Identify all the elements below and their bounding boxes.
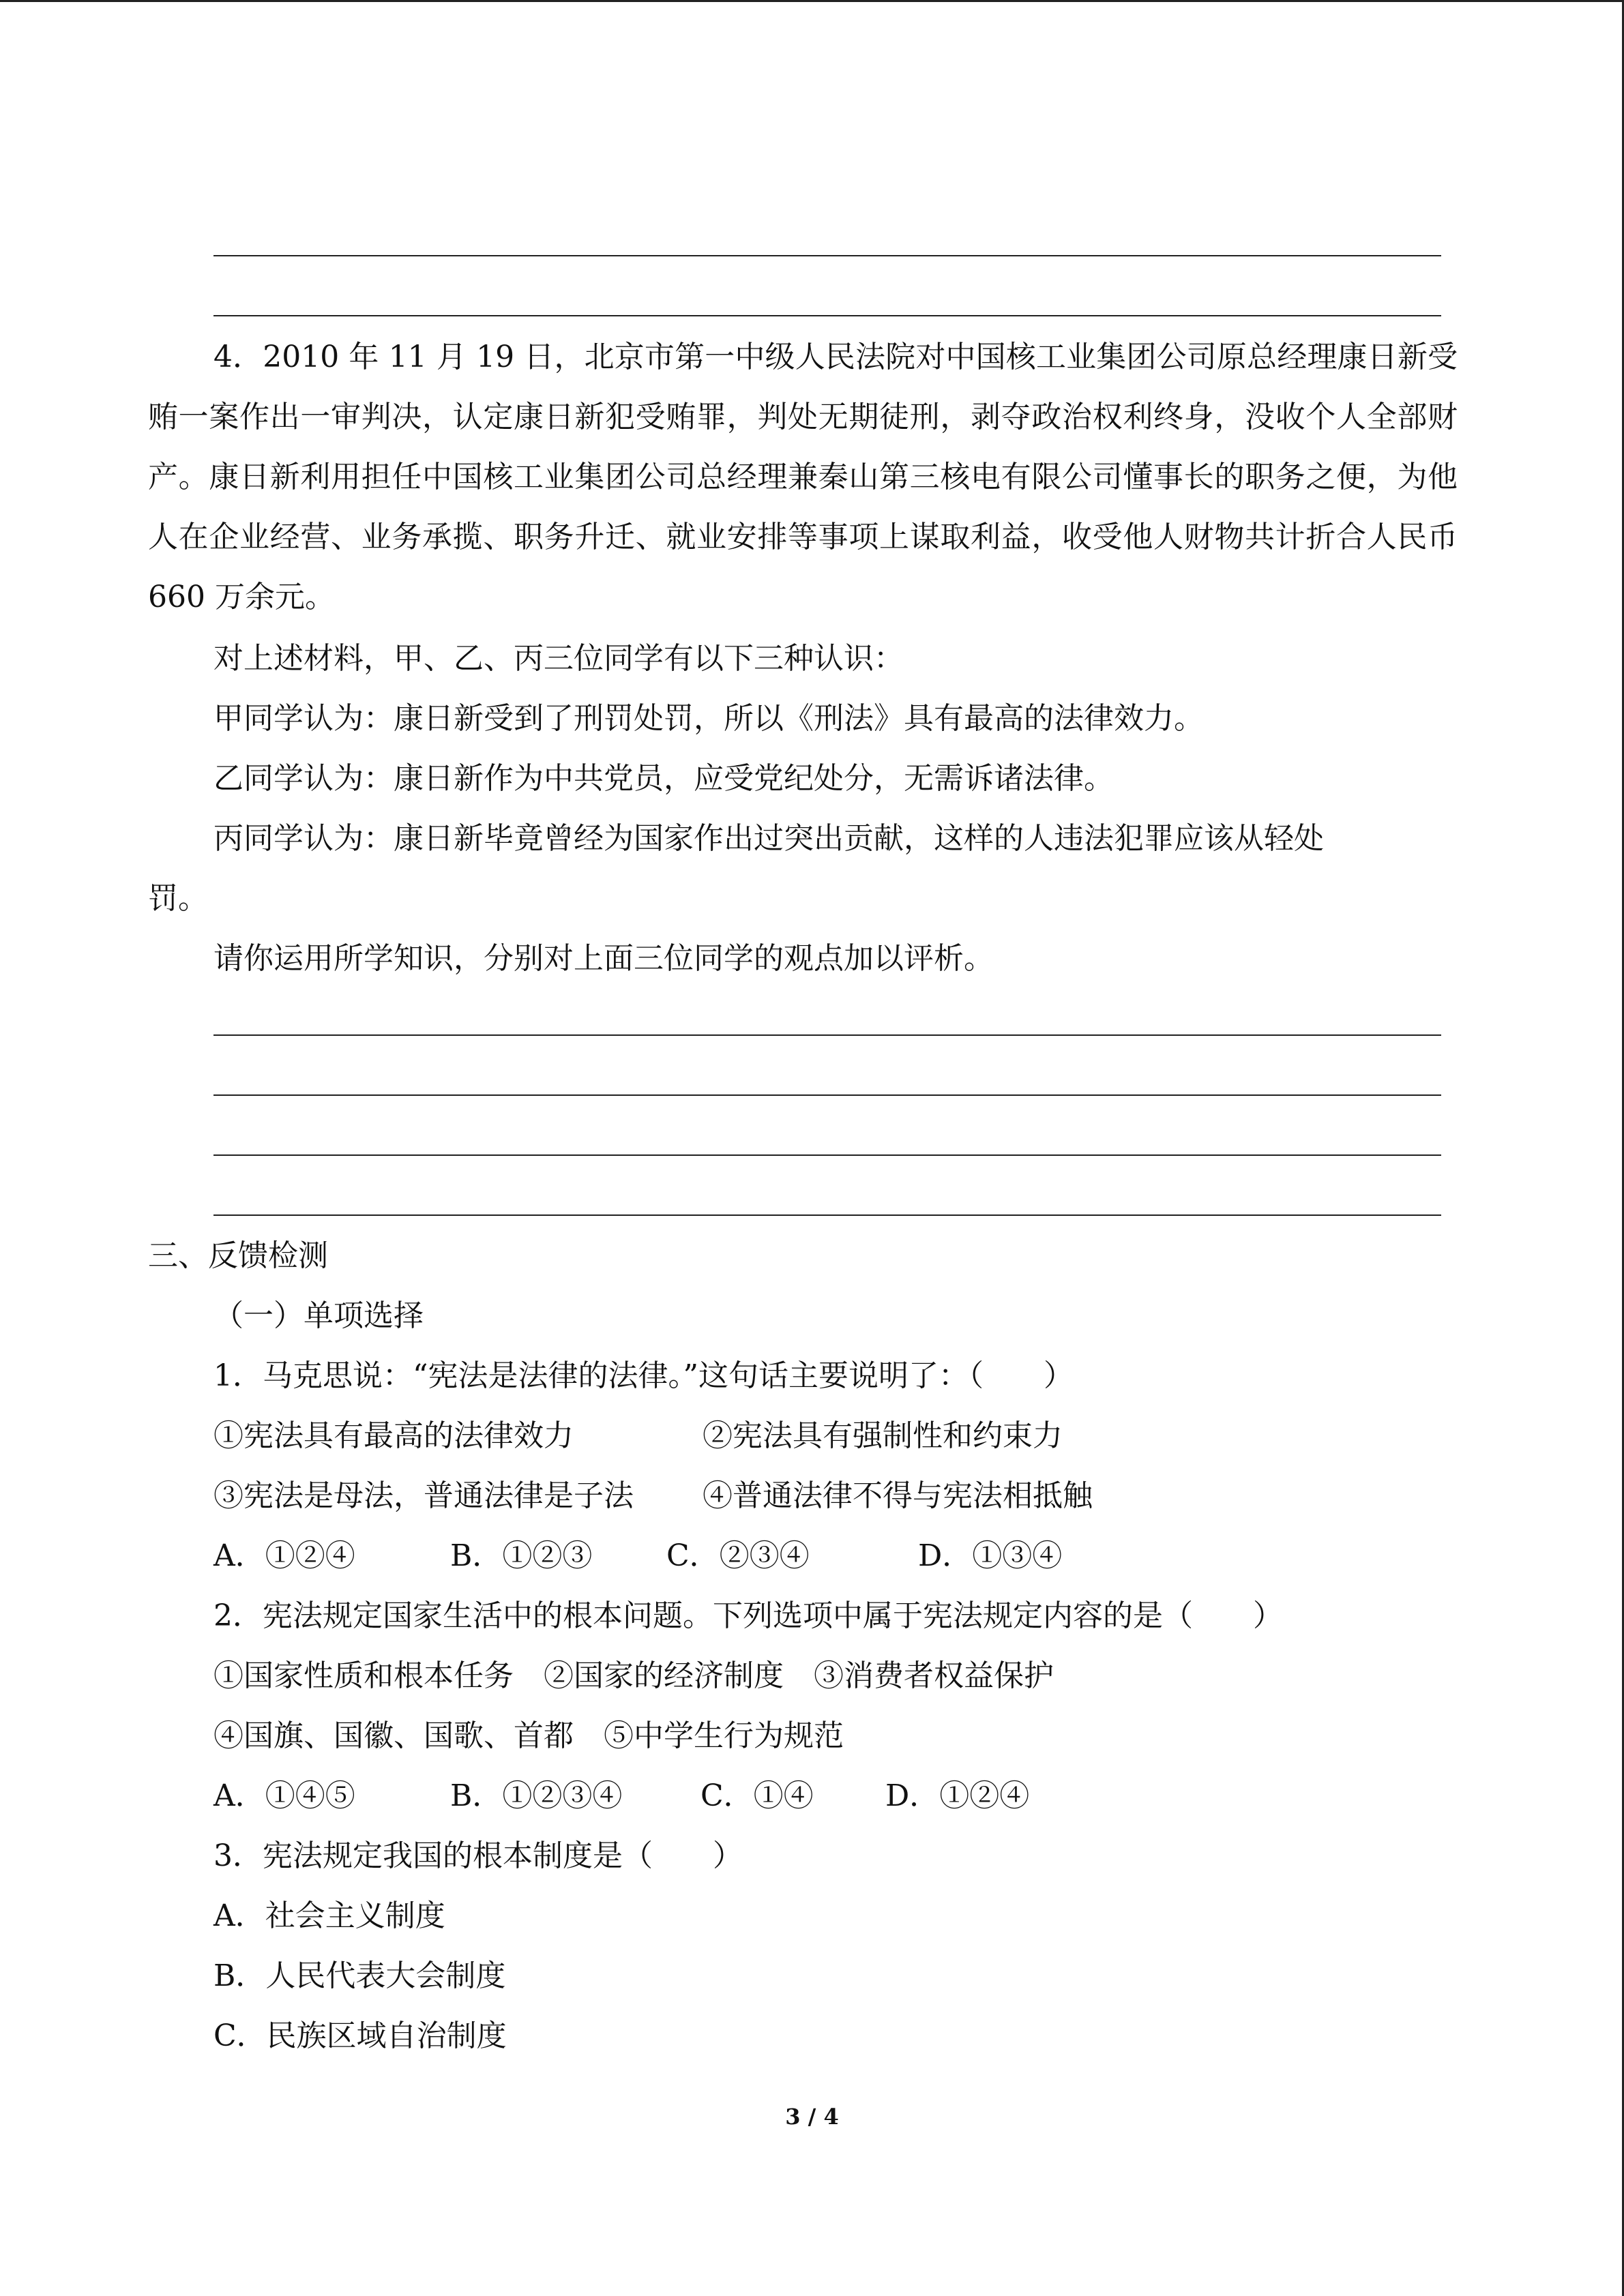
- mc-q1-option-a[interactable]: A．①②④: [213, 1538, 355, 1573]
- mc-q3-option-a[interactable]: A．社会主义制度: [213, 1898, 445, 1933]
- answer-line[interactable]: [213, 1094, 1441, 1096]
- mc-q1-option-d[interactable]: D．①③④: [918, 1538, 1063, 1573]
- mc-q2-option-c[interactable]: C．①④: [700, 1778, 814, 1813]
- mc-q1-statement-3: ③宪法是母法，普通法律是子法: [213, 1478, 634, 1513]
- mc-q1-option-c[interactable]: C．②③④: [666, 1538, 810, 1573]
- mc-q1-option-b[interactable]: B．①②③: [450, 1538, 593, 1573]
- page-number: 3 / 4: [785, 2104, 839, 2130]
- mc-q3-option-c[interactable]: C．民族区域自治制度: [213, 2018, 507, 2053]
- page-top-border: [0, 0, 1624, 2]
- q4-view-a: 甲同学认为：康日新受到了刑罚处罚，所以《刑法》具有最高的法律效力。: [213, 701, 1204, 736]
- q4-view-c-cont: 罚。: [148, 881, 208, 916]
- mc-q2-statements-row-1: ①国家性质和根本任务 ②国家的经济制度 ③消费者权益保护: [213, 1658, 1054, 1693]
- mc-q3-option-b[interactable]: B．人民代表大会制度: [213, 1958, 506, 1993]
- q4-view-c: 丙同学认为：康日新毕竟曾经为国家作出过突出贡献，这样的人违法犯罪应该从轻处: [213, 821, 1324, 856]
- mc-q2-stem: 2．宪法规定国家生活中的根本问题。下列选项中属于宪法规定内容的是（ ）: [213, 1598, 1283, 1633]
- mc-q2-option-d[interactable]: D．①②④: [885, 1778, 1030, 1813]
- mc-q2-option-b[interactable]: B．①②③④: [450, 1778, 623, 1813]
- question-4-paragraph: 4．2010 年 11 月 19 日，北京市第一中级人民法院对中国核工业集团公司原总经理康日新受贿一案作出一审判决，认定康日新犯受贿罪，判处无期徒刑，剥夺政治权利终身，没收个人全部财产。康日新利用担任中国核工业集团公司总经理兼秦山第三核电有限公司懂事长的职务之便，为他人在企业经营、业务承揽、职务升迁、就业安排等事项上谋取利益，收受他人财物共计折合人民币 660 万余元。: [148, 340, 1458, 614]
- mc-q3-stem: 3．宪法规定我国的根本制度是（ ）: [213, 1838, 743, 1873]
- mc-q1-statement-2: ②宪法具有强制性和约束力: [703, 1418, 1063, 1453]
- section-subtitle: （一）单项选择: [213, 1298, 424, 1333]
- q4-view-b: 乙同学认为：康日新作为中共党员，应受党纪处分，无需诉诸法律。: [213, 761, 1114, 796]
- answer-line[interactable]: [213, 315, 1441, 316]
- answer-line[interactable]: [213, 255, 1441, 256]
- mc-q1-stem: 1．马克思说：“宪法是法律的法律。”这句话主要说明了：（ ）: [213, 1358, 1074, 1393]
- mc-q1-statement-4: ④普通法律不得与宪法相抵触: [703, 1478, 1093, 1513]
- answer-line[interactable]: [213, 1214, 1441, 1216]
- answer-line[interactable]: [213, 1034, 1441, 1036]
- q4-intro: 对上述材料，甲、乙、丙三位同学有以下三种认识：: [213, 641, 904, 676]
- answer-line[interactable]: [213, 1154, 1441, 1156]
- mc-q1-statement-1: ①宪法具有最高的法律效力: [213, 1418, 574, 1453]
- mc-q2-statements-row-2: ④国旗、国徽、国歌、首都 ⑤中学生行为规范: [213, 1718, 844, 1753]
- mc-q2-option-a[interactable]: A．①④⑤: [213, 1778, 355, 1813]
- q4-prompt: 请你运用所学知识，分别对上面三位同学的观点加以评析。: [213, 941, 994, 976]
- section-title: 三、反馈检测: [148, 1238, 328, 1273]
